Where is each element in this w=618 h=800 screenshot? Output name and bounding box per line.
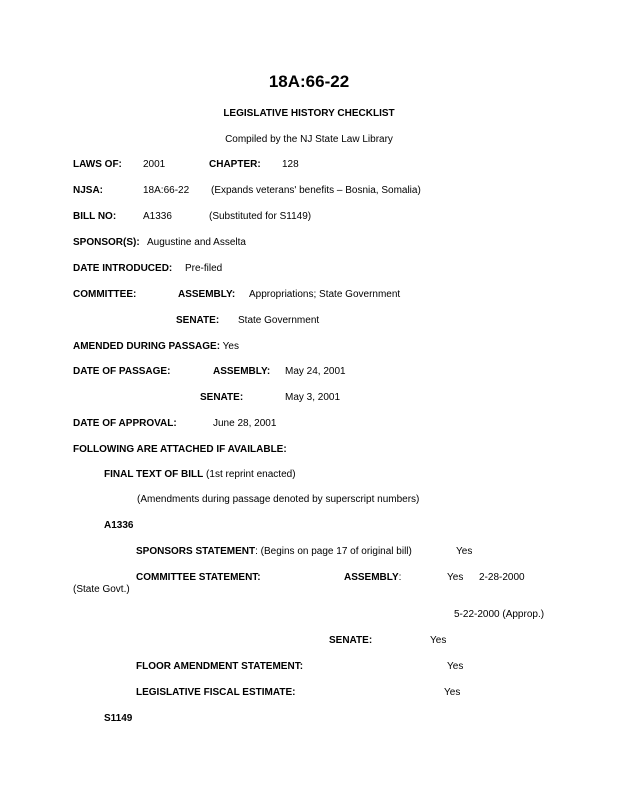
amendments-note: (Amendments during passage denoted by superscript numbers)	[137, 494, 420, 505]
committee-statement-assembly-date1: 2-28-2000	[479, 572, 525, 583]
amended-value: Yes	[222, 341, 239, 352]
passage-senate-value: May 3, 2001	[285, 392, 341, 403]
chapter-value: 128	[282, 159, 299, 170]
committee-assembly-value: Appropriations; State Government	[249, 289, 401, 300]
sponsors-statement-row	[136, 546, 412, 558]
floor-amendment-value: Yes	[447, 661, 464, 672]
sponsors-label: SPONSOR(S):	[73, 237, 140, 248]
amended-label: AMENDED DURING PASSAGE:	[73, 341, 221, 352]
njsa-value: 18A:66-22	[143, 185, 190, 196]
committee-senate-label: SENATE:	[176, 315, 220, 326]
committee-statement-assembly	[344, 572, 401, 584]
bill-no-value: A1336	[143, 211, 172, 222]
passage-assembly-label: ASSEMBLY:	[213, 366, 271, 377]
committee-statement-assembly-colon: :	[398, 572, 402, 583]
committee-statement-assembly-value: Yes	[447, 572, 464, 583]
chapter-label: CHAPTER:	[209, 159, 261, 170]
sponsors-statement-value: Yes	[456, 546, 473, 557]
committee-statement-assembly-date2: 5-22-2000 (Approp.)	[454, 609, 545, 620]
floor-amendment-label: FLOOR AMENDMENT STATEMENT:	[136, 661, 304, 672]
njsa-label: NJSA:	[73, 185, 104, 196]
a1336-label: A1336	[104, 520, 134, 531]
date-introduced-value: Pre-filed	[185, 263, 223, 274]
njsa-note: (Expands veterans' benefits – Bosnia, Somalia)	[211, 185, 421, 196]
final-text-note: (1st reprint enacted)	[206, 469, 296, 480]
checklist-title: LEGISLATIVE HISTORY CHECKLIST	[223, 108, 395, 119]
date-introduced-label: DATE INTRODUCED:	[73, 263, 173, 274]
date-of-approval-value: June 28, 2001	[213, 418, 277, 429]
amended-row	[73, 341, 239, 353]
s1149-label: S1149	[104, 713, 133, 724]
date-of-passage-label: DATE OF PASSAGE:	[73, 366, 171, 377]
date-of-approval-label: DATE OF APPROVAL:	[73, 418, 177, 429]
committee-statement-label: COMMITTEE STATEMENT:	[136, 572, 261, 583]
bill-no-label: BILL NO:	[73, 211, 117, 222]
sponsors-statement-label: SPONSORS STATEMENT	[136, 546, 256, 557]
committee-label: COMMITTEE:	[73, 289, 137, 300]
fiscal-estimate-value: Yes	[444, 687, 461, 698]
laws-of-value: 2001	[143, 159, 166, 170]
final-text-row	[104, 469, 296, 481]
committee-senate-value: State Government	[238, 315, 320, 326]
committee-statement-assembly-label: ASSEMBLY	[344, 572, 399, 583]
passage-senate-label: SENATE:	[200, 392, 244, 403]
fiscal-estimate-label: LEGISLATIVE FISCAL ESTIMATE:	[136, 687, 296, 698]
laws-of-label: LAWS OF:	[73, 159, 122, 170]
committee-statement-assembly-date1-note: (State Govt.)	[73, 584, 130, 595]
sponsors-statement-note: : (Begins on page 17 of original bill)	[255, 546, 412, 557]
bill-no-note: (Substituted for S1149)	[209, 211, 312, 222]
attached-heading: FOLLOWING ARE ATTACHED IF AVAILABLE:	[73, 444, 287, 455]
committee-assembly-label: ASSEMBLY:	[178, 289, 236, 300]
final-text-label: FINAL TEXT OF BILL	[104, 469, 204, 480]
committee-statement-senate-label: SENATE:	[329, 635, 373, 646]
document-citation: 18A:66-22	[268, 72, 350, 91]
committee-statement-senate-value: Yes	[430, 635, 447, 646]
compiled-by: Compiled by the NJ State Law Library	[225, 134, 393, 145]
passage-assembly-value: May 24, 2001	[285, 366, 346, 377]
sponsors-value: Augustine and Asselta	[147, 237, 246, 248]
